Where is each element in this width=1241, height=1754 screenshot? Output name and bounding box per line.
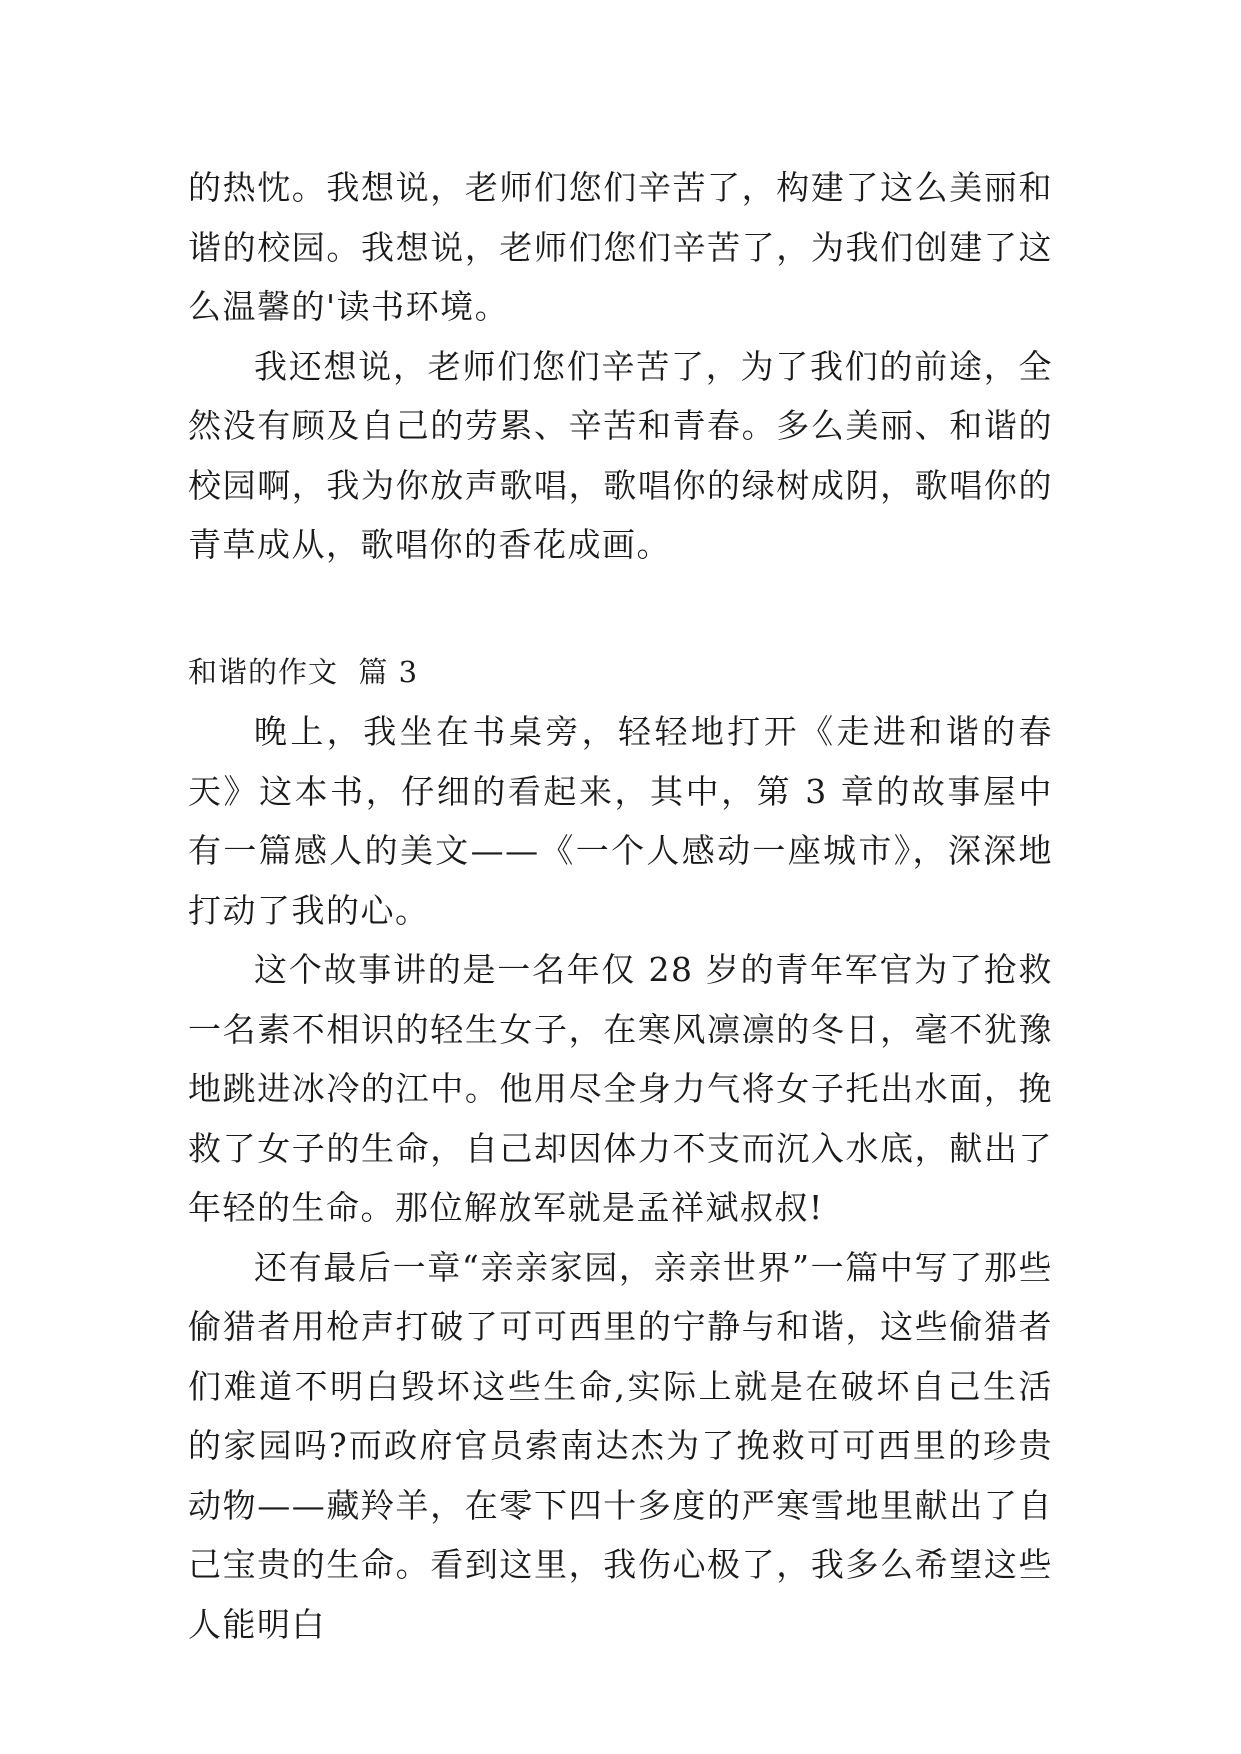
document-body	[188, 158, 1053, 1654]
paragraph: 晚上，我坐在书桌旁，轻轻地打开《走进和谐的春天》这本书，仔细的看起来，其中，第 3 章的故事屋中有一篇感人的美文——《一个人感动一座城市》，深深地打动了我的心。	[188, 712, 1053, 930]
section-heading: 和谐的作文 篇 3	[188, 654, 419, 689]
paragraph-continuation: 的热忱。我想说，老师们您们辛苦了，构建了这么美丽和谐的校园。我想说，老师们您们辛苦了，为我们创建了这么温馨的'读书环境。	[188, 168, 1053, 326]
paragraph: 还有最后一章“亲亲家园，亲亲世界”一篇中写了那些偷猎者用枪声打破了可可西里的宁静与和谐，这些偷猎者们难道不明白毁坏这些生命,实际上就是在破坏自己生活的家园吗?而政府官员索南达杰为了挽救可可西里的珍贵动物——藏羚羊，在零下四十多度的严寒雪地里献出了自己宝贵的生命。看到这里，我伤心极了，我多么希望这些人能明白	[188, 1247, 1053, 1644]
paragraph: 我还想说，老师们您们辛苦了，为了我们的前途，全然没有顾及自己的劳累、辛苦和青春。多么美丽、和谐的校园啊，我为你放声歌唱，歌唱你的绿树成阴，歌唱你的青草成从，歌唱你的香花成画。	[188, 346, 1053, 564]
paragraph: 这个故事讲的是一名年仅 28 岁的青年军官为了抢救一名素不相识的轻生女子，在寒风凛凛的冬日，毫不犹豫地跳进冰冷的江中。他用尽全身力气将女子托出水面，挽救了女子的生命，自己却因体力不支而沉入水底，献出了年轻的生命。那位解放军就是孟祥斌叔叔!	[188, 950, 1053, 1227]
